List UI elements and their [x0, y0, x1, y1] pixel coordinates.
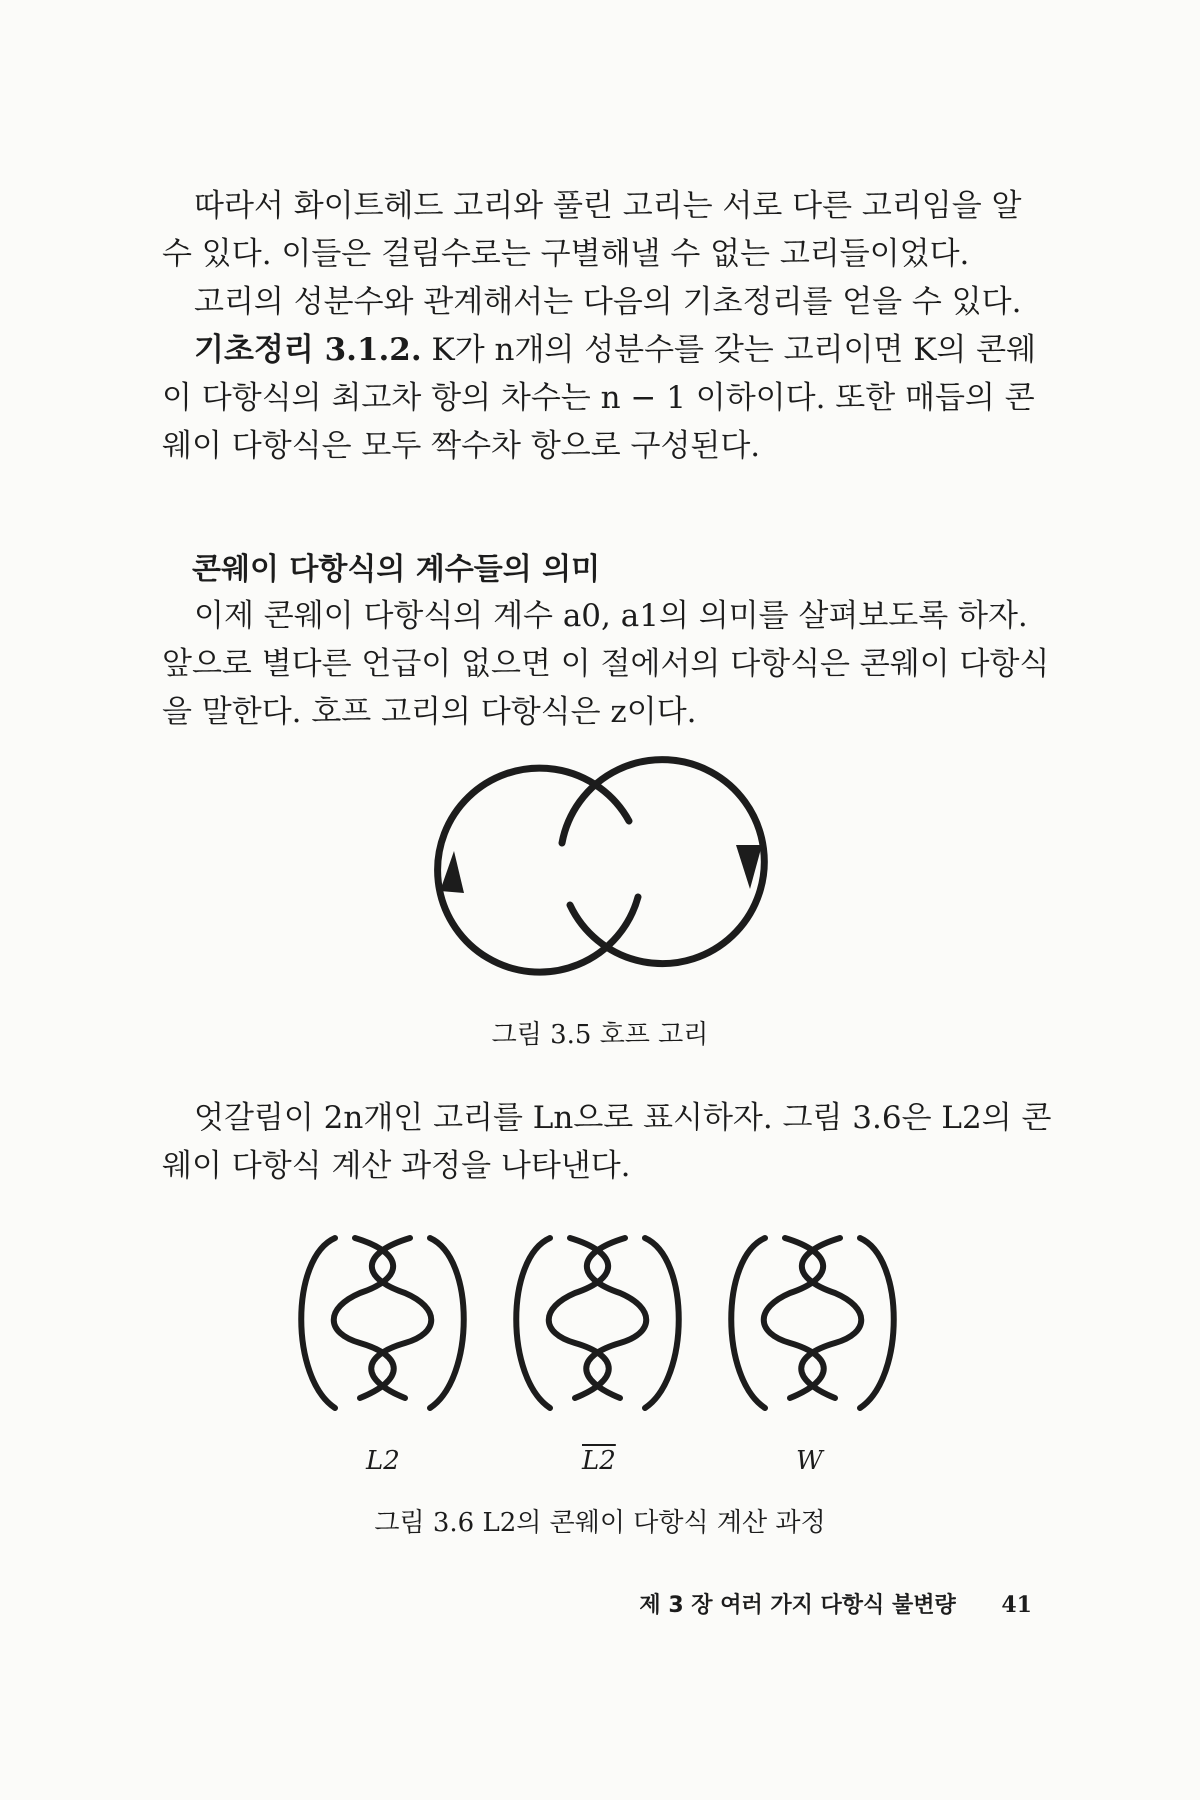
- paragraph-coefficients: 이제 콘웨이 다항식의 계수 a0, a1의 의미를 살펴보도록 하자. 앞으로 별다른 언급이 없으면 이 절에서의 다항식은 콘웨이 다항식을 말한다. 호프 고리의 다항식은 z이다.: [162, 598, 1050, 730]
- hopf-left-component: [438, 768, 638, 972]
- figure-3-5-caption: 그림 3.5 호프 고리: [491, 1020, 709, 1050]
- l2-computation-figure: [285, 1208, 935, 1438]
- diagram-l2: [301, 1238, 464, 1408]
- paragraph-whitehead: 따라서 화이트헤드 고리와 풀린 고리는 서로 다른 고리임을 알 수 있다. 이들은 걸림수로는 구별해낼 수 없는 고리들이었다.: [162, 188, 1022, 272]
- page-footer: [639, 1588, 1032, 1619]
- paragraph-ln-links: 엇갈림이 2n개인 고리를 Ln으로 표시하자. 그림 3.6은 L2의 콘웨이 다항식 계산 과정을 나타낸다.: [162, 1100, 1052, 1184]
- hopf-link-figure: [420, 745, 780, 995]
- diagram-label-w: W: [796, 1446, 823, 1476]
- figure-3-6-caption: 그림 3.6 L2의 콘웨이 다항식 계산 과정: [374, 1508, 826, 1538]
- running-header-chapter: 제 3 장 여러 가지 다항식 불변량: [639, 1593, 956, 1618]
- theorem-block: [162, 326, 1052, 470]
- section-heading: 콘웨이 다항식의 계수들의 의미: [192, 552, 601, 587]
- theorem-label: 기초정리 3.1.2.: [194, 332, 422, 368]
- paragraph-component-count: 고리의 성분수와 관계해서는 다음의 기초정리를 얻을 수 있다.: [194, 284, 1022, 320]
- orientation-arrow-left-icon: [440, 851, 464, 893]
- diagram-w: [731, 1238, 894, 1408]
- orientation-arrow-right-icon: [736, 845, 762, 889]
- page-number: 41: [1001, 1592, 1032, 1618]
- hopf-right-component: [562, 760, 764, 964]
- diagram-label-l2-bar: L2: [582, 1446, 616, 1476]
- diagram-l2-bar: [516, 1238, 679, 1408]
- theorem-text: K가 n개의 성분수를 갖는 고리이면 K의 콘웨이 다항식의 최고차 항의 차수는 n − 1 이하이다. 또한 매듭의 콘웨이 다항식은 모두 짝수차 항으로 구성된다.: [162, 332, 1037, 464]
- diagram-label-l2: L2: [366, 1446, 400, 1476]
